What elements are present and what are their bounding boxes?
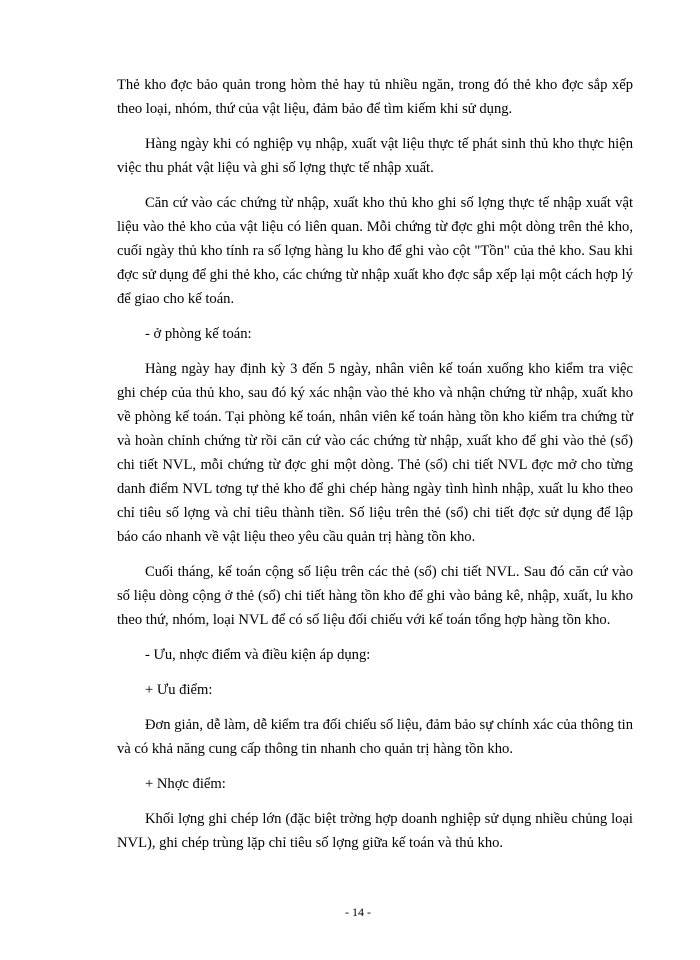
- paragraph-advantages: Đơn giản, dễ làm, dễ kiểm tra đối chiếu số liệu, đảm bảo sự chính xác của thông tin và có khả năng cung cấp thông tin nhanh cho quản trị hàng tồn kho.: [117, 717, 633, 757]
- heading-pros-cons: - Ưu, nhợc điểm và điều kiện áp dụng:: [145, 647, 371, 663]
- page-number: - 14 -: [345, 905, 371, 919]
- paragraph-accounting-procedure: Hàng ngày hay định kỳ 3 đến 5 ngày, nhân viên kế toán xuống kho kiểm tra việc ghi chép của thủ kho, sau đó ký xác nhận vào thẻ kho và nhận chứng từ nhập, xuất kho về phòng kế toán. Tại phòng kế toán, nhân viên kế toán hàng tồn kho kiểm tra chứng từ và hoàn chỉnh chứng từ rồi căn cứ vào các chứng từ nhập, xuất kho để ghi vào thẻ (sổ) chi tiết NVL, mỗi chứng từ đợc ghi một dòng. Thẻ (sổ) chi tiết NVL đợc mở cho từng danh điểm NVL tơng tự thẻ kho để ghi chép hàng ngày tình hình nhập, xuất lu kho theo chỉ tiêu số lợng và chỉ tiêu thành tiền. Số liệu trên thẻ (sổ) chi tiết đợc sử dụng để lập báo cáo nhanh về vật liệu theo yêu cầu quản trị hàng tồn kho.: [117, 361, 633, 545]
- paragraph-daily-operations: Hàng ngày khi có nghiệp vụ nhập, xuất vật liệu thực tế phát sinh thủ kho thực hiện việc thu phát vật liệu và ghi số lợng thực tế nhập xuất.: [117, 136, 633, 176]
- document-body: [117, 73, 633, 866]
- page-footer: [0, 905, 700, 919]
- paragraph-recording-vouchers: Căn cứ vào các chứng từ nhập, xuất kho thủ kho ghi số lợng thực tế nhập xuất vật liệu vào thẻ kho của vật liệu có liên quan. Mỗi chứng từ đợc ghi một dòng trên thẻ kho, cuối ngày thủ kho tính ra số lợng hàng lu kho để ghi vào cột "Tồn" của thẻ kho. Sau khi đợc sử dụng để ghi thẻ kho, các chứng từ nhập xuất kho đợc sắp xếp lại một cách hợp lý để giao cho kế toán.: [117, 195, 633, 307]
- paragraph-storage-of-stock-cards: Thẻ kho đợc bảo quản trong hòm thẻ hay tủ nhiều ngăn, trong đó thẻ kho đợc sắp xếp theo loại, nhóm, thứ của vật liệu, đảm bảo để tìm kiếm khi sử dụng.: [117, 77, 633, 117]
- heading-disadvantages: + Nhợc điểm:: [145, 776, 226, 792]
- paragraph-month-end: Cuối tháng, kế toán cộng số liệu trên các thẻ (sổ) chi tiết NVL. Sau đó căn cứ vào số liệu dòng cộng ở thẻ (sổ) chi tiết hàng tồn kho để ghi vào bảng kê, nhập, xuất, lu kho theo thứ, nhóm, loại NVL để có số liệu đối chiếu với kế toán tổng hợp hàng tồn kho.: [117, 564, 633, 628]
- heading-advantages: + Ưu điểm:: [145, 682, 213, 698]
- paragraph-disadvantages: Khối lợng ghi chép lớn (đặc biệt trờng hợp doanh nghiệp sử dụng nhiều chủng loại NVL), ghi chép trùng lặp chỉ tiêu số lợng giữa kế toán và thủ kho.: [117, 811, 633, 851]
- heading-accounting-department: - ở phòng kế toán:: [145, 326, 252, 342]
